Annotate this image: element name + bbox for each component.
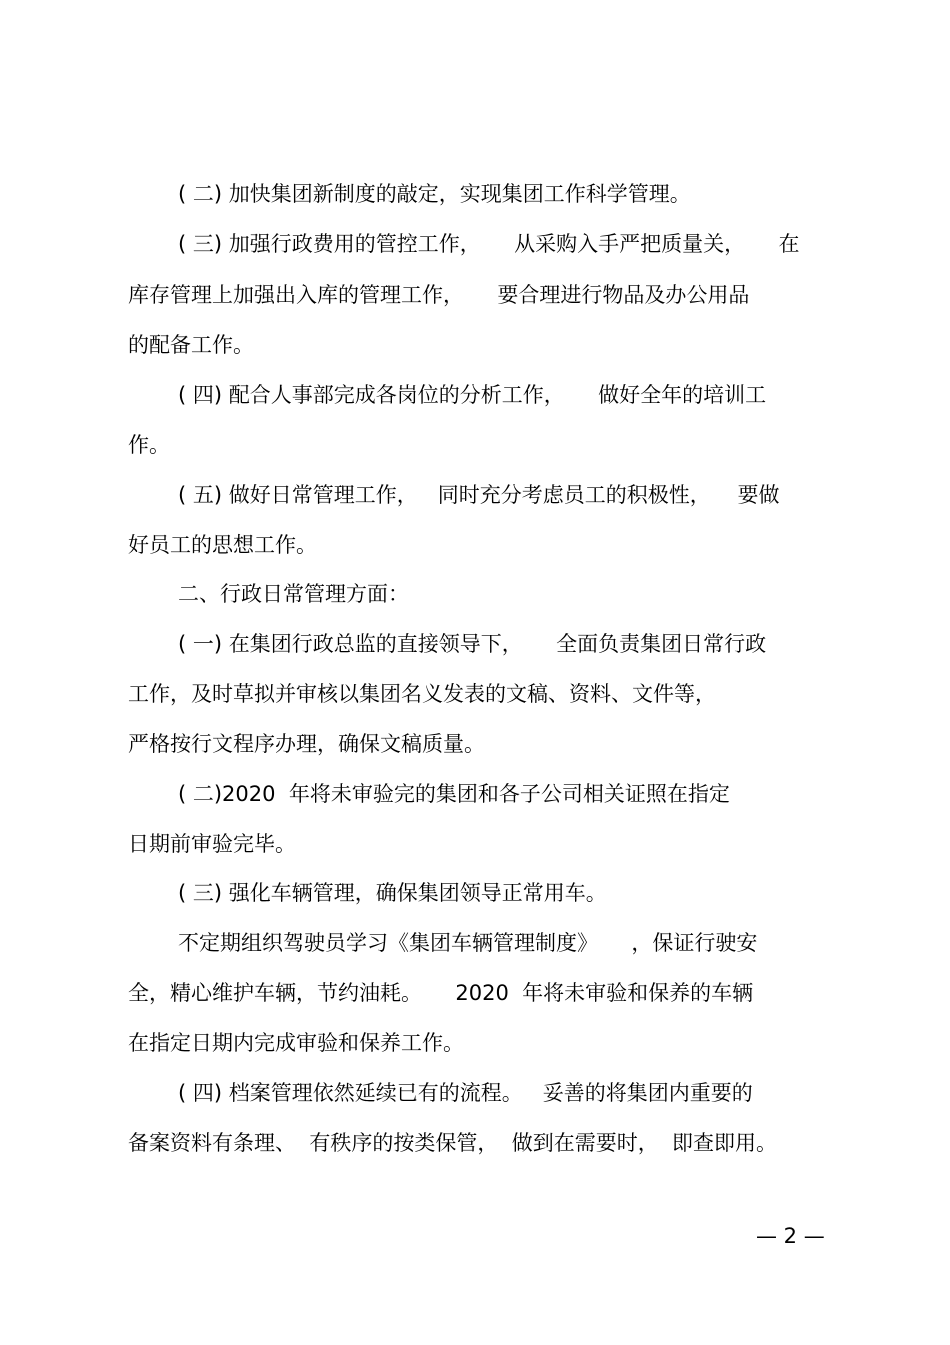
text-line: 好员工的思想工作。 <box>128 533 317 557</box>
text-line: 备案资料有条理、 有秩序的按类保管， 做到在需要时， 即查即用。 <box>128 1131 778 1155</box>
text-line: ( 二) 加快集团新制度的敲定，实现集团工作科学管理。 <box>178 182 691 206</box>
text-line: ( 三) 加强行政费用的管控工作， 从采购入手严把质量关， 在 <box>178 232 800 256</box>
text-line: ( 一) 在集团行政总监的直接领导下， 全面负责集团日常行政 <box>178 632 767 656</box>
text-line: 全，精心维护车辆，节约油耗。 2020 年将未审验和保养的车辆 <box>128 981 754 1005</box>
text-line: ( 四) 配合人事部完成各岗位的分析工作， 做好全年的培训工 <box>178 383 767 407</box>
text-line: 日期前审验完毕。 <box>128 832 296 856</box>
text-line: 作。 <box>128 433 170 457</box>
section-heading: 二、行政日常管理方面： <box>178 582 409 606</box>
text-line: ( 三) 强化车辆管理，确保集团领导正常用车。 <box>178 881 607 905</box>
text-line: 在指定日期内完成审验和保养工作。 <box>128 1031 464 1055</box>
text-line: 严格按行文程序办理，确保文稿质量。 <box>128 732 485 756</box>
text-line: 工作，及时草拟并审核以集团名义发表的文稿、资料、文件等， <box>128 682 716 706</box>
text-line: 不定期组织驾驶员学习《集团车辆管理制度》 ，保证行驶安 <box>178 931 758 955</box>
text-line: ( 二)2020 年将未审验完的集团和各子公司相关证照在指定 <box>178 782 730 806</box>
text-line: 库存管理上加强出入库的管理工作， 要合理进行物品及办公用品 <box>128 283 750 307</box>
text-line: ( 五) 做好日常管理工作， 同时充分考虑员工的积极性， 要做 <box>178 483 780 507</box>
text-line: 的配备工作。 <box>128 333 254 357</box>
text-line: ( 四) 档案管理依然延续已有的流程。 妥善的将集团内重要的 <box>178 1081 753 1105</box>
page-number: — 2 — <box>756 1224 825 1248</box>
